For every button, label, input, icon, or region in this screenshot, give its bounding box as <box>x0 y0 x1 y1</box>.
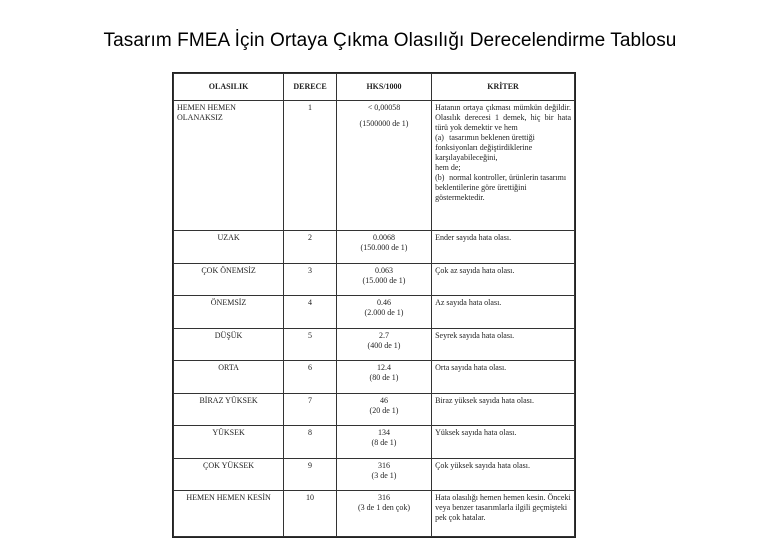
rate-value: 2.7 <box>379 330 389 340</box>
table-row <box>174 393 575 426</box>
rate-ratio: (400 de 1) <box>367 340 401 350</box>
cell-probability: ORTA <box>174 361 284 394</box>
cell-probability: YÜKSEK <box>174 426 284 459</box>
cell-grade: 8 <box>284 426 337 459</box>
criteria-text: Hatanın ortaya çıkması mümkün değildir. Olasılık derecesi 1 demek, hiç bir hata türü yok demektir ve hem <box>435 103 571 132</box>
cell-probability: ÇOK YÜKSEK <box>174 458 284 491</box>
table-header-row <box>174 74 575 101</box>
rate-value: < 0,00058 <box>367 103 401 112</box>
cell-criteria: Çok yüksek sayıda hata olası. <box>432 458 575 491</box>
cell-probability: BİRAZ YÜKSEK <box>174 393 284 426</box>
probability-label: HEMEN HEMEN OLANAKSIZ <box>177 103 236 122</box>
cell-probability: UZAK <box>174 231 284 264</box>
cell-rate <box>336 361 431 394</box>
header-probability: OLASILIK <box>174 74 284 101</box>
cell-criteria: Ender sayıda hata olası. <box>432 231 575 264</box>
rate-value: 0.063 <box>375 265 393 275</box>
cell-grade: 2 <box>284 231 337 264</box>
rate-ratio: (3 de 1 den çok) <box>358 503 410 513</box>
rate-value: 12.4 <box>377 363 391 373</box>
table-row <box>174 231 575 264</box>
cell-rate <box>336 426 431 459</box>
table-row <box>174 426 575 459</box>
cell-grade: 5 <box>284 328 337 361</box>
cell-rate <box>336 328 431 361</box>
criteria-b-tag: (b) <box>435 173 445 182</box>
cell-grade: 1 <box>284 101 337 231</box>
cell-grade: 3 <box>284 263 337 296</box>
criteria-a-tag: (a) <box>435 133 444 142</box>
rating-table <box>172 72 576 538</box>
table-row <box>174 296 575 329</box>
rate-value: 134 <box>378 428 390 438</box>
cell-grade: 7 <box>284 393 337 426</box>
cell-criteria: Yüksek sayıda hata olası. <box>432 426 575 459</box>
cell-rate <box>336 101 431 231</box>
cell-rate <box>336 491 431 537</box>
table-row <box>174 491 575 537</box>
header-grade: DERECE <box>284 74 337 101</box>
cell-probability: ÖNEMSİZ <box>174 296 284 329</box>
criteria-or: hem de; <box>435 163 461 172</box>
rate-ratio: (3 de 1) <box>371 470 397 480</box>
rate-ratio: (80 de 1) <box>369 373 399 383</box>
cell-criteria: Çok az sayıda hata olası. <box>432 263 575 296</box>
rate-ratio: (15.000 de 1) <box>362 275 406 285</box>
criteria-a-text: tasarımın beklenen ürettiği fonksiyonları değiştirdiklerine karşılayabileceğini, <box>435 133 535 162</box>
cell-criteria: Hata olasılığı hemen hemen kesin. Önceki veya benzer tasarımlarla ilgili geçmişteki pek çok hatalar. <box>432 491 575 537</box>
cell-rate <box>336 393 431 426</box>
rate-value: 316 <box>378 493 390 503</box>
rate-ratio: (150.000 de 1) <box>360 243 408 252</box>
cell-rate <box>336 458 431 491</box>
cell-criteria: Orta sayıda hata olası. <box>432 361 575 394</box>
rate-ratio: (2.000 de 1) <box>364 308 404 318</box>
table-row <box>174 328 575 361</box>
cell-rate <box>336 231 431 264</box>
header-rate: HKS/1000 <box>336 74 431 101</box>
cell-grade: 6 <box>284 361 337 394</box>
cell-criteria: Az sayıda hata olası. <box>432 296 575 329</box>
rate-value: 46 <box>380 395 388 405</box>
cell-grade: 4 <box>284 296 337 329</box>
rate-value: 0.46 <box>377 298 391 308</box>
rate-value: 0.0068 <box>373 233 395 242</box>
table-row <box>174 361 575 394</box>
rate-ratio: (8 de 1) <box>371 438 397 448</box>
cell-grade: 9 <box>284 458 337 491</box>
header-criteria: KRİTER <box>432 74 575 101</box>
cell-probability: ÇOK ÖNEMSİZ <box>174 263 284 296</box>
cell-probability <box>174 101 284 231</box>
cell-probability: HEMEN HEMEN KESİN <box>174 491 284 537</box>
table-row <box>174 263 575 296</box>
cell-rate <box>336 296 431 329</box>
page-title: Tasarım FMEA İçin Ortaya Çıkma Olasılığı Derecelendirme Tablosu <box>103 30 677 51</box>
cell-criteria <box>432 101 575 231</box>
cell-grade: 10 <box>284 491 337 537</box>
table-row <box>174 101 575 231</box>
cell-criteria: Biraz yüksek sayıda hata olası. <box>432 393 575 426</box>
cell-criteria: Seyrek sayıda hata olası. <box>432 328 575 361</box>
table-row <box>174 458 575 491</box>
cell-probability: DÜŞÜK <box>174 328 284 361</box>
cell-rate <box>336 263 431 296</box>
rate-ratio: (20 de 1) <box>369 405 399 415</box>
rating-table-grid <box>173 73 575 537</box>
rate-ratio: (1500000 de 1) <box>359 119 409 128</box>
rate-value: 316 <box>378 460 390 470</box>
criteria-b-text: normal kontroller, ürünlerin tasarımı beklentilerine göre ürettiğini göstermektedir. <box>435 173 567 202</box>
